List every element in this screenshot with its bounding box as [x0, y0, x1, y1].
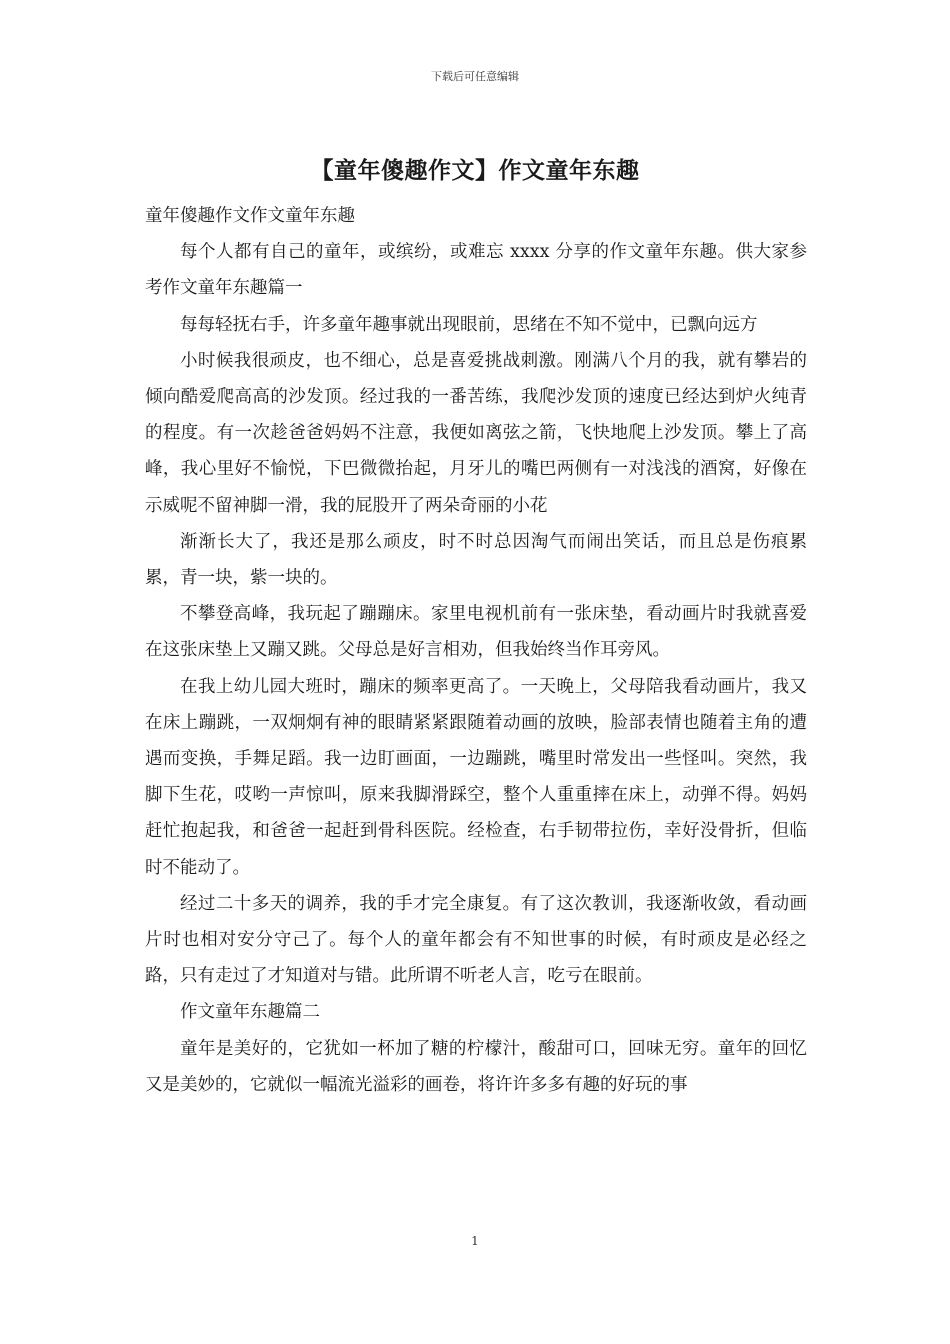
page-number: 1 [471, 1234, 479, 1248]
paragraph: 不攀登高峰，我玩起了蹦蹦床。家里电视机前有一张床垫，看动画片时我就喜爱在这张床垫上又蹦又跳。父母总是好言相劝，但我始终当作耳旁风。 [145, 604, 807, 661]
paragraph: 每每轻抚右手，许多童年趣事就出现眼前，思绪在不知不觉中，已飘向远方 [180, 314, 758, 335]
paragraph: 每个人都有自己的童年，或缤纷，或难忘 xxxx 分享的作文童年东趣。供大家参考作文童年东趣篇一 [145, 242, 807, 299]
paragraph: 经过二十多天的调养，我的手才完全康复。有了这次教训，我逐渐收敛，看动画片时也相对安分守己了。每个人的童年都会有不知世事的时候，有时顽皮是必经之路，只有走过了才知道对与错。此所谓不听老人言，吃亏在眼前。 [145, 893, 807, 987]
section-heading: 作文童年东趣篇二 [180, 1002, 320, 1023]
document-subtitle: 童年傻趣作文作文童年东趣 [145, 206, 355, 226]
paragraph: 童年是美好的，它犹如一杯加了糖的柠檬汁，酸甜可口，回味无穷。童年的回忆又是美妙的，它就似一幅流光溢彩的画卷，将许许多多有趣的好玩的事 [145, 1038, 807, 1095]
paragraph: 在我上幼儿园大班时，蹦床的频率更高了。一天晚上，父母陪我看动画片，我又在床上蹦跳，一双炯炯有神的眼睛紧紧跟随着动画的放映，脸部表情也随着主角的遭遇而变换，手舞足蹈。我一边盯画面，一边蹦跳，嘴里时常发出一些怪叫。突然，我脚下生花，哎哟一声惊叫，原来我脚滑踩空，整个人重重摔在床上，动弹不得。妈妈赶忙抱起我，和爸爸一起赶到骨科医院。经检查，右手韧带拉伤，幸好没骨折，但临时不能动了。 [145, 676, 807, 878]
paragraph: 小时候我很顽皮，也不细心，总是喜爱挑战刺激。刚满八个月的我，就有攀岩的倾向酷爱爬高高的沙发顶。经过我的一番苦练，我爬沙发顶的速度已经达到炉火纯青的程度。有一次趁爸爸妈妈不注意，我便如离弦之箭，飞快地爬上沙发顶。攀上了高峰，我心里好不愉悦，下巴微微抬起，月牙儿的嘴巴两侧有一对浅浅的酒窝，好像在示威呢不留神脚一滑，我的屁股开了两朵奇丽的小花 [145, 350, 807, 516]
header-note: 下载后可任意编辑 [431, 70, 519, 83]
document-title: 【童年傻趣作文】作文童年东趣 [310, 158, 640, 184]
document-body [145, 198, 807, 1103]
paragraph: 渐渐长大了，我还是那么顽皮，时不时总因淘气而闹出笑话，而且总是伤痕累累，青一块，紫一块的。 [145, 531, 807, 589]
